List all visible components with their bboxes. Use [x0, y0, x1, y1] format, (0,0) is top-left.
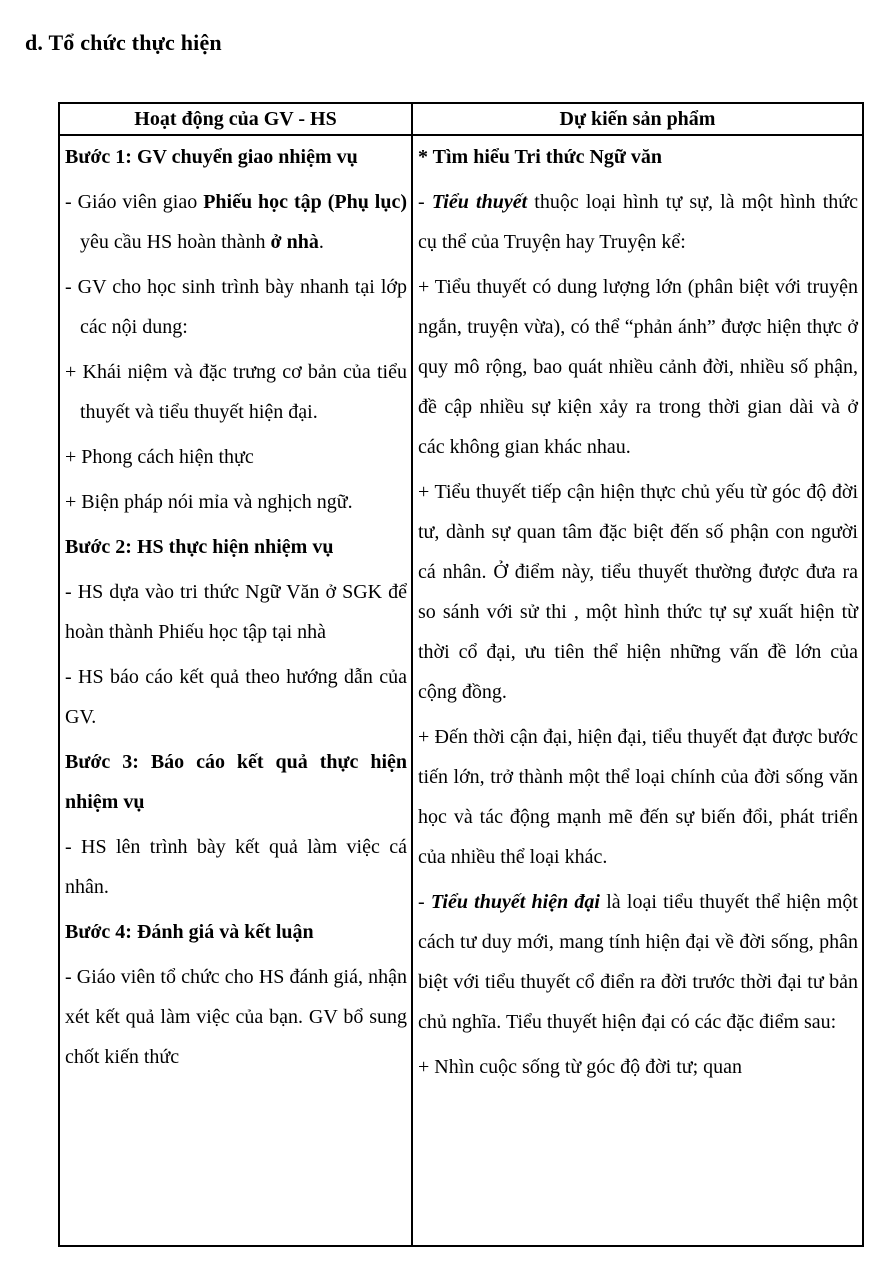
text-segment: thuộc loại hình tự sự, là một hình thức cụ thể của Truyện hay Truyện kể: — [418, 191, 858, 253]
paragraph — [418, 137, 858, 177]
paragraph — [65, 827, 407, 907]
paragraph — [418, 717, 858, 877]
text-segment: - Giáo viên tổ chức cho HS đánh giá, nhận xét kết quả làm việc của bạn. GV bổ sung chốt kiến thức — [65, 966, 407, 1068]
paragraph — [418, 182, 858, 262]
text-segment: + Nhìn cuộc sống từ góc độ đời tư; quan — [418, 1056, 743, 1078]
text-segment: là loại tiểu thuyết thể hiện một cách tư duy mới, mang tính hiện đại về đời sống, phân biệt với tiểu thuyết cổ điển ra đời trước thời đại tư bản chủ nghĩa. Tiểu thuyết hiện đại có các đặc điểm sau: — [418, 891, 858, 1033]
paragraph — [65, 182, 407, 262]
paragraph — [418, 267, 858, 467]
paragraph — [65, 527, 407, 567]
text-segment: - HS lên trình bày kết quả làm việc cá nhân. — [65, 836, 407, 898]
paragraph — [418, 472, 858, 712]
text-segment: Tiểu thuyết hiện đại — [430, 891, 600, 913]
paragraph — [418, 882, 858, 1042]
text-segment: ở nhà — [270, 231, 319, 253]
paragraph — [65, 657, 407, 737]
paragraph — [65, 482, 407, 522]
page-title: d. Tổ chức thực hiện — [25, 30, 222, 55]
text-segment: - — [418, 891, 431, 913]
paragraph — [65, 742, 407, 822]
text-segment: + Khái niệm và đặc trưng cơ bản của tiểu thuyết và tiểu thuyết hiện đại. — [65, 361, 407, 423]
table-header-du-kien-san-pham: Dự kiến sản phẩm — [559, 107, 716, 130]
text-segment: + Biện pháp nói mỉa và nghịch ngữ. — [65, 491, 353, 513]
table-cell-expected-products — [413, 136, 862, 1245]
text-segment: + Phong cách hiện thực — [65, 446, 254, 468]
text-segment: - Giáo viên giao — [65, 191, 204, 213]
text-segment: - GV cho học sinh trình bày nhanh tại lớp các nội dung: — [65, 276, 407, 338]
paragraph — [65, 572, 407, 652]
table-header-row — [60, 104, 862, 136]
paragraph — [65, 267, 407, 347]
text-segment: * Tìm hiểu Tri thức Ngữ văn — [418, 146, 663, 168]
paragraph — [65, 912, 407, 952]
text-segment: yêu cầu HS hoàn thành — [80, 231, 271, 253]
text-segment: - — [418, 191, 432, 213]
table-cell-activities — [60, 136, 413, 1245]
lesson-plan-table — [58, 102, 864, 1247]
table-header-gv-hs: Hoạt động của GV - HS — [60, 104, 413, 134]
text-segment: Tiểu thuyết — [431, 191, 528, 213]
paragraph — [418, 1047, 858, 1087]
text-segment: + Tiểu thuyết có dung lượng lớn (phân biệt với truyện ngắn, truyện vừa), có thể “phản ánh” được hiện thực ở quy mô rộng, bao quát nhiều cảnh đời, nhiều số phận, đề cập nhiều sự kiện xảy ra trong thời gian dài và ở các không gian khác nhau. — [418, 276, 858, 458]
text-segment: Bước 1: GV chuyển giao nhiệm vụ — [65, 146, 358, 168]
paragraph — [65, 137, 407, 177]
text-segment: Bước 4: Đánh giá và kết luận — [65, 921, 314, 943]
table-body-row — [60, 136, 862, 1245]
text-segment: - HS dựa vào tri thức Ngữ Văn ở SGK để hoàn thành Phiếu học tập tại nhà — [65, 581, 407, 643]
paragraph — [65, 437, 407, 477]
text-segment: Phiếu học tập (Phụ lục) — [203, 191, 407, 213]
paragraph — [65, 352, 407, 432]
text-segment: Bước 3: Báo cáo kết quả thực hiện nhiệm vụ — [65, 751, 407, 813]
text-segment: + Tiểu thuyết tiếp cận hiện thực chủ yếu từ góc độ đời tư, dành sự quan tâm đặc biệt đến số phận con người cá nhân. Ở điểm này, tiểu thuyết thường được đưa ra so sánh với sử thi , một hình thức tự sự xuất hiện từ thời cổ đại, ưu tiên thể hiện những vấn đề lớn của cộng đồng. — [418, 481, 858, 703]
text-segment: Bước 2: HS thực hiện nhiệm vụ — [65, 536, 334, 558]
paragraph — [65, 957, 407, 1077]
text-segment: . — [318, 231, 324, 253]
text-segment: + Đến thời cận đại, hiện đại, tiểu thuyết đạt được bước tiến lớn, trở thành một thể loại chính của đời sống văn học và tác động mạnh mẽ đến sự biến đổi, phát triển của nhiều thể loại khác. — [418, 726, 858, 868]
text-segment: - HS báo cáo kết quả theo hướng dẫn của GV. — [65, 666, 407, 728]
